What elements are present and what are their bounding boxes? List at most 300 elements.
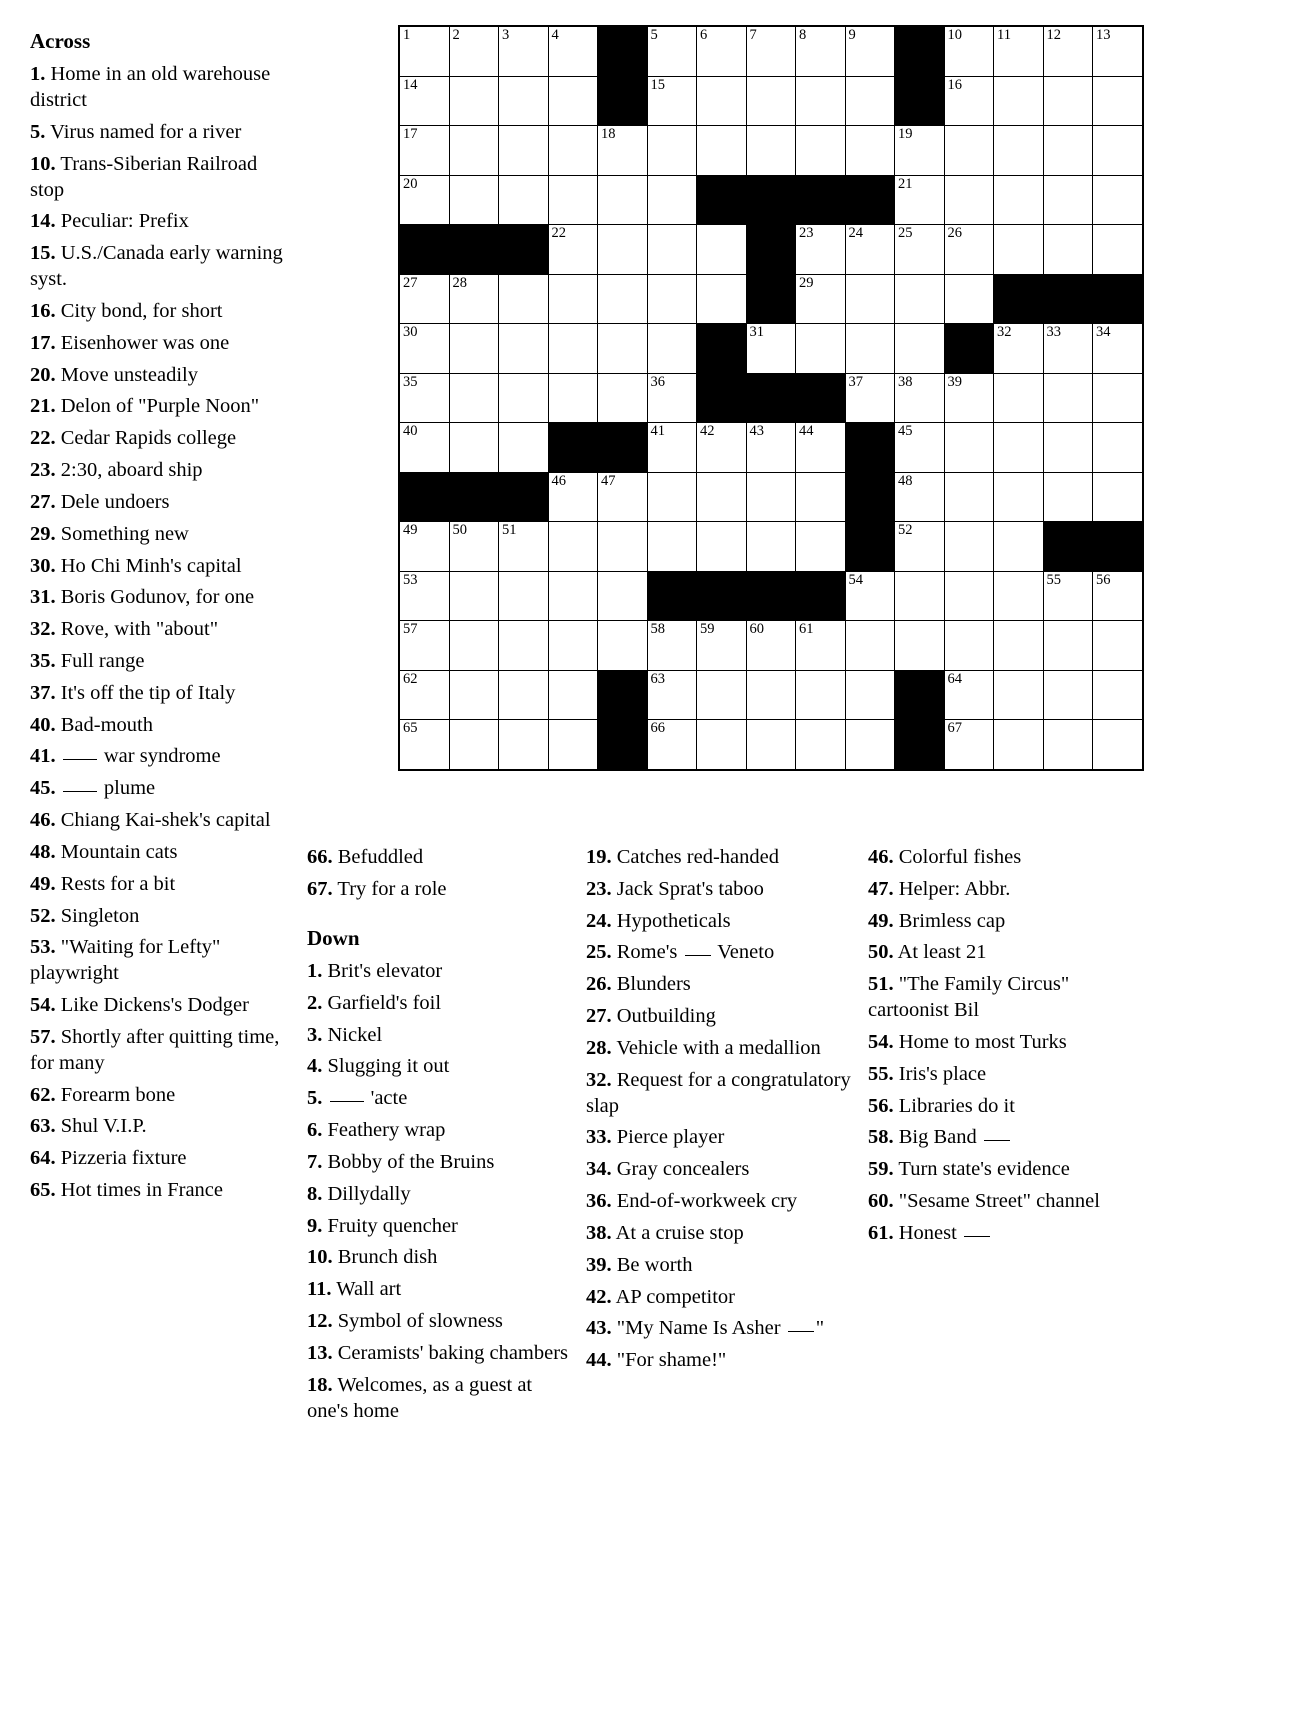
grid-cell[interactable] bbox=[1093, 373, 1143, 423]
grid-block-cell bbox=[449, 472, 499, 522]
grid-cell[interactable] bbox=[697, 225, 747, 275]
clue-text: Honest bbox=[899, 1222, 992, 1244]
down-clue-item bbox=[307, 1118, 572, 1144]
grid-cell[interactable] bbox=[1043, 324, 1093, 374]
grid-cell-number: 31 bbox=[749, 324, 764, 340]
clue-text: Befuddled bbox=[337, 846, 424, 868]
clue-number: 44. bbox=[586, 1349, 612, 1372]
down-clue-item bbox=[586, 845, 856, 871]
clue-text: Cedar Rapids college bbox=[60, 427, 237, 450]
grid-cell[interactable] bbox=[449, 621, 499, 671]
grid-cell[interactable] bbox=[1043, 126, 1093, 176]
grid-cell-number: 59 bbox=[700, 621, 715, 637]
grid-cell[interactable] bbox=[796, 670, 846, 720]
clue-text: U.S./Canada early warning syst. bbox=[30, 242, 283, 291]
grid-cell[interactable] bbox=[1093, 720, 1143, 770]
clue-text: Bad-mouth bbox=[60, 713, 153, 736]
grid-cell[interactable] bbox=[598, 522, 648, 572]
clue-number: 25. bbox=[586, 941, 612, 964]
grid-cell[interactable] bbox=[845, 571, 895, 621]
grid-block-cell bbox=[746, 571, 796, 621]
grid-cell[interactable] bbox=[1093, 472, 1143, 522]
clue-text: Eisenhower was one bbox=[60, 331, 230, 354]
clue-text: Nickel bbox=[327, 1023, 383, 1046]
grid-cell[interactable] bbox=[647, 175, 697, 225]
grid-cell[interactable] bbox=[449, 670, 499, 720]
down-clue-item bbox=[586, 1036, 856, 1062]
grid-cell[interactable] bbox=[449, 423, 499, 473]
grid-cell[interactable] bbox=[944, 76, 994, 126]
clue-number: 23. bbox=[586, 877, 612, 900]
grid-cell[interactable] bbox=[449, 522, 499, 572]
grid-cell[interactable] bbox=[647, 621, 697, 671]
clue-text: Helper: Abbr. bbox=[898, 877, 1011, 900]
grid-cell[interactable] bbox=[1093, 621, 1143, 671]
grid-cell[interactable] bbox=[1043, 670, 1093, 720]
grid-cell[interactable] bbox=[944, 373, 994, 423]
grid-cell[interactable] bbox=[647, 76, 697, 126]
grid-cell[interactable] bbox=[994, 373, 1044, 423]
grid-cell[interactable] bbox=[548, 373, 598, 423]
across-clue-item bbox=[30, 331, 295, 357]
clue-number: 56. bbox=[868, 1094, 894, 1117]
grid-cell[interactable] bbox=[598, 274, 648, 324]
grid-cell[interactable] bbox=[944, 274, 994, 324]
grid-cell[interactable] bbox=[796, 720, 846, 770]
grid-block-cell bbox=[548, 423, 598, 473]
grid-cell[interactable] bbox=[746, 472, 796, 522]
grid-cell[interactable] bbox=[994, 126, 1044, 176]
grid-cell[interactable] bbox=[647, 472, 697, 522]
grid-cell[interactable] bbox=[647, 225, 697, 275]
grid-cell[interactable] bbox=[895, 126, 945, 176]
grid-cell[interactable] bbox=[399, 76, 449, 126]
grid-cell[interactable] bbox=[994, 225, 1044, 275]
grid-cell[interactable] bbox=[697, 26, 747, 76]
grid-cell[interactable] bbox=[1093, 571, 1143, 621]
grid-block-cell bbox=[449, 225, 499, 275]
grid-cell[interactable] bbox=[1093, 225, 1143, 275]
grid-cell[interactable] bbox=[449, 720, 499, 770]
grid-block-cell bbox=[499, 225, 549, 275]
clue-number: 57. bbox=[30, 1025, 56, 1048]
grid-row bbox=[399, 522, 1143, 572]
grid-cell[interactable] bbox=[647, 373, 697, 423]
grid-cell[interactable] bbox=[548, 26, 598, 76]
grid-cell[interactable] bbox=[1043, 472, 1093, 522]
grid-cell[interactable] bbox=[746, 324, 796, 374]
grid-cell[interactable] bbox=[499, 324, 549, 374]
clue-text: Pierce player bbox=[616, 1126, 725, 1149]
blank-line bbox=[964, 1236, 990, 1237]
grid-cell[interactable] bbox=[499, 670, 549, 720]
grid-cell-number: 26 bbox=[947, 225, 962, 241]
grid-cell[interactable] bbox=[796, 225, 846, 275]
grid-cell[interactable] bbox=[598, 175, 648, 225]
grid-cell[interactable] bbox=[994, 76, 1044, 126]
grid-cell[interactable] bbox=[944, 225, 994, 275]
grid-cell[interactable] bbox=[499, 175, 549, 225]
grid-cell[interactable] bbox=[449, 274, 499, 324]
grid-cell[interactable] bbox=[647, 274, 697, 324]
grid-cell[interactable] bbox=[944, 472, 994, 522]
down-clue-item bbox=[307, 991, 572, 1017]
clue-text: Outbuilding bbox=[616, 1005, 716, 1028]
down-clue-item bbox=[307, 1373, 572, 1425]
grid-cell[interactable] bbox=[746, 621, 796, 671]
grid-cell[interactable] bbox=[1043, 76, 1093, 126]
grid-cell[interactable] bbox=[994, 522, 1044, 572]
clue-number: 29. bbox=[30, 522, 56, 545]
grid-cell[interactable] bbox=[548, 324, 598, 374]
clue-text: At least 21 bbox=[897, 941, 987, 964]
clue-column-3 bbox=[586, 845, 856, 1380]
grid-cell[interactable] bbox=[944, 571, 994, 621]
grid-cell[interactable] bbox=[1043, 571, 1093, 621]
grid-cell[interactable] bbox=[1093, 670, 1143, 720]
grid-cell[interactable] bbox=[399, 126, 449, 176]
grid-cell[interactable] bbox=[994, 175, 1044, 225]
grid-cell[interactable] bbox=[845, 373, 895, 423]
grid-block-cell bbox=[895, 720, 945, 770]
grid-cell[interactable] bbox=[499, 522, 549, 572]
grid-cell[interactable] bbox=[1093, 175, 1143, 225]
grid-cell[interactable] bbox=[944, 522, 994, 572]
grid-cell[interactable] bbox=[449, 126, 499, 176]
grid-block-cell bbox=[796, 373, 846, 423]
grid-cell[interactable] bbox=[994, 26, 1044, 76]
across-clue-item bbox=[30, 458, 295, 484]
grid-cell[interactable] bbox=[399, 324, 449, 374]
down-clue-item bbox=[868, 1030, 1138, 1056]
clue-text: Forearm bone bbox=[60, 1083, 176, 1106]
clue-text: Move unsteadily bbox=[60, 363, 198, 386]
grid-cell[interactable] bbox=[895, 175, 945, 225]
grid-cell[interactable] bbox=[697, 522, 747, 572]
down-clue-item bbox=[307, 1277, 572, 1303]
grid-cell[interactable] bbox=[746, 720, 796, 770]
grid-row bbox=[399, 423, 1143, 473]
grid-cell[interactable] bbox=[449, 324, 499, 374]
grid-cell[interactable] bbox=[548, 621, 598, 671]
crossword-grid-table[interactable] bbox=[398, 25, 1144, 771]
grid-cell[interactable] bbox=[499, 571, 549, 621]
grid-cell[interactable] bbox=[845, 225, 895, 275]
grid-cell-number: 18 bbox=[601, 126, 616, 142]
grid-cell[interactable] bbox=[994, 423, 1044, 473]
clue-text: Brit's elevator bbox=[327, 959, 443, 982]
grid-cell-number: 52 bbox=[898, 522, 913, 538]
grid-cell[interactable] bbox=[499, 423, 549, 473]
clue-column-4 bbox=[868, 845, 1138, 1253]
grid-cell[interactable] bbox=[845, 670, 895, 720]
grid-cell[interactable] bbox=[1093, 26, 1143, 76]
clue-number: 3. bbox=[307, 1023, 323, 1046]
grid-cell[interactable] bbox=[944, 670, 994, 720]
grid-cell[interactable] bbox=[895, 423, 945, 473]
grid-cell[interactable] bbox=[499, 621, 549, 671]
grid-cell-number: 38 bbox=[898, 373, 913, 390]
grid-cell[interactable] bbox=[994, 621, 1044, 671]
clue-number: 14. bbox=[30, 210, 56, 233]
clue-number: 59. bbox=[868, 1158, 894, 1181]
grid-cell[interactable] bbox=[944, 26, 994, 76]
grid-block-cell bbox=[399, 225, 449, 275]
grid-cell-number: 61 bbox=[799, 621, 814, 637]
clue-number: 67. bbox=[307, 877, 333, 900]
grid-cell[interactable] bbox=[548, 472, 598, 522]
clue-text: Home in an old warehouse district bbox=[30, 63, 271, 112]
across-clue-item bbox=[30, 904, 295, 930]
grid-block-cell bbox=[845, 522, 895, 572]
grid-cell[interactable] bbox=[944, 126, 994, 176]
down-clue-item bbox=[868, 845, 1138, 871]
clue-number: 62. bbox=[30, 1083, 56, 1106]
grid-cell[interactable] bbox=[598, 373, 648, 423]
grid-cell[interactable] bbox=[548, 175, 598, 225]
grid-cell[interactable] bbox=[399, 26, 449, 76]
grid-cell[interactable] bbox=[796, 423, 846, 473]
grid-cell[interactable] bbox=[845, 274, 895, 324]
grid-cell[interactable] bbox=[647, 324, 697, 374]
grid-cell[interactable] bbox=[548, 670, 598, 720]
clue-number: 8. bbox=[307, 1182, 323, 1205]
grid-cell[interactable] bbox=[796, 324, 846, 374]
grid-cell[interactable] bbox=[598, 571, 648, 621]
grid-cell[interactable] bbox=[944, 720, 994, 770]
grid-cell[interactable] bbox=[399, 670, 449, 720]
grid-cell[interactable] bbox=[697, 76, 747, 126]
grid-cell-number: 67 bbox=[947, 720, 962, 736]
grid-cell[interactable] bbox=[598, 621, 648, 671]
grid-cell[interactable] bbox=[697, 423, 747, 473]
grid-cell[interactable] bbox=[1043, 373, 1093, 423]
grid-cell[interactable] bbox=[1043, 423, 1093, 473]
down-clue-item bbox=[868, 1094, 1138, 1120]
clue-number: 58. bbox=[868, 1126, 894, 1149]
grid-cell[interactable] bbox=[1093, 126, 1143, 176]
grid-cell-number: 12 bbox=[1046, 27, 1061, 43]
grid-cell[interactable] bbox=[548, 126, 598, 176]
clue-number: 19. bbox=[586, 846, 612, 868]
grid-cell[interactable] bbox=[647, 423, 697, 473]
clue-column-2 bbox=[307, 845, 572, 1430]
clue-number: 41. bbox=[30, 745, 56, 768]
grid-cell[interactable] bbox=[399, 522, 449, 572]
grid-cell[interactable] bbox=[548, 274, 598, 324]
down-clue-item bbox=[307, 1150, 572, 1176]
grid-cell-number: 32 bbox=[997, 324, 1012, 340]
grid-cell[interactable] bbox=[796, 472, 846, 522]
grid-cell[interactable] bbox=[449, 76, 499, 126]
grid-cell[interactable] bbox=[994, 472, 1044, 522]
grid-cell[interactable] bbox=[598, 225, 648, 275]
grid-cell[interactable] bbox=[746, 76, 796, 126]
down-clue-item bbox=[868, 1221, 1138, 1247]
grid-block-cell bbox=[499, 472, 549, 522]
grid-cell[interactable] bbox=[399, 175, 449, 225]
grid-cell[interactable] bbox=[399, 373, 449, 423]
grid-cell[interactable] bbox=[895, 274, 945, 324]
grid-cell-number: 13 bbox=[1096, 27, 1111, 43]
clue-text: Brunch dish bbox=[337, 1246, 438, 1269]
grid-block-cell bbox=[994, 274, 1044, 324]
grid-cell[interactable] bbox=[895, 225, 945, 275]
clue-text: Mountain cats bbox=[60, 840, 178, 863]
clue-number: 54. bbox=[868, 1030, 894, 1053]
grid-cell[interactable] bbox=[449, 571, 499, 621]
clue-number: 16. bbox=[30, 299, 56, 322]
grid-cell[interactable] bbox=[994, 720, 1044, 770]
across-clue-item bbox=[30, 585, 295, 611]
grid-cell[interactable] bbox=[944, 175, 994, 225]
grid-cell[interactable] bbox=[746, 423, 796, 473]
grid-cell[interactable] bbox=[697, 274, 747, 324]
grid-cell[interactable] bbox=[697, 720, 747, 770]
across-clue-item bbox=[30, 744, 295, 770]
grid-cell[interactable] bbox=[499, 720, 549, 770]
grid-cell[interactable] bbox=[895, 621, 945, 671]
grid-cell[interactable] bbox=[399, 274, 449, 324]
down-clue-item bbox=[586, 877, 856, 903]
clue-number: 47. bbox=[868, 877, 894, 900]
grid-cell[interactable] bbox=[449, 26, 499, 76]
grid-cell[interactable] bbox=[647, 522, 697, 572]
grid-cell[interactable] bbox=[895, 571, 945, 621]
across-clue-item bbox=[30, 1083, 295, 1109]
grid-cell[interactable] bbox=[399, 720, 449, 770]
grid-block-cell bbox=[647, 571, 697, 621]
grid-cell-number: 4 bbox=[551, 27, 559, 43]
clue-number: 65. bbox=[30, 1179, 56, 1202]
grid-cell[interactable] bbox=[499, 126, 549, 176]
grid-cell[interactable] bbox=[499, 274, 549, 324]
grid-cell[interactable] bbox=[994, 324, 1044, 374]
grid-cell[interactable] bbox=[647, 720, 697, 770]
grid-cell[interactable] bbox=[499, 26, 549, 76]
grid-cell[interactable] bbox=[1043, 621, 1093, 671]
clue-number: 24. bbox=[586, 909, 612, 932]
clue-number: 1. bbox=[307, 959, 323, 982]
grid-cell[interactable] bbox=[1043, 720, 1093, 770]
grid-cell[interactable] bbox=[697, 126, 747, 176]
across-clue-list-1 bbox=[30, 62, 295, 1204]
across-heading: Across bbox=[30, 29, 91, 53]
grid-cell[interactable] bbox=[449, 373, 499, 423]
down-clue-item bbox=[586, 1348, 856, 1374]
blank-line bbox=[788, 1331, 814, 1332]
clue-number: 38. bbox=[586, 1221, 612, 1244]
grid-cell[interactable] bbox=[399, 423, 449, 473]
crossword-grid[interactable] bbox=[398, 25, 1144, 771]
grid-cell[interactable] bbox=[1093, 423, 1143, 473]
clue-number: 43. bbox=[586, 1317, 612, 1340]
clue-text: Wall art bbox=[336, 1278, 402, 1301]
grid-cell[interactable] bbox=[944, 621, 994, 671]
grid-cell[interactable] bbox=[845, 26, 895, 76]
across-clue-item bbox=[307, 845, 572, 871]
grid-cell[interactable] bbox=[796, 274, 846, 324]
grid-cell[interactable] bbox=[1043, 175, 1093, 225]
grid-cell[interactable] bbox=[746, 126, 796, 176]
grid-cell[interactable] bbox=[845, 126, 895, 176]
grid-cell[interactable] bbox=[1043, 26, 1093, 76]
grid-cell[interactable] bbox=[598, 324, 648, 374]
grid-cell[interactable] bbox=[499, 373, 549, 423]
grid-cell[interactable] bbox=[548, 720, 598, 770]
grid-cell[interactable] bbox=[895, 472, 945, 522]
clue-text: Try for a role bbox=[337, 877, 447, 900]
clue-number: 50. bbox=[868, 941, 894, 964]
clue-number: 23. bbox=[30, 459, 56, 482]
grid-cell[interactable] bbox=[746, 26, 796, 76]
grid-cell[interactable] bbox=[647, 670, 697, 720]
grid-cell[interactable] bbox=[548, 522, 598, 572]
grid-cell[interactable] bbox=[796, 621, 846, 671]
clue-number: 42. bbox=[586, 1285, 612, 1308]
grid-cell[interactable] bbox=[449, 175, 499, 225]
grid-cell[interactable] bbox=[746, 670, 796, 720]
grid-cell[interactable] bbox=[647, 26, 697, 76]
grid-cell[interactable] bbox=[895, 324, 945, 374]
grid-cell[interactable] bbox=[796, 126, 846, 176]
grid-cell[interactable] bbox=[994, 571, 1044, 621]
grid-cell[interactable] bbox=[895, 522, 945, 572]
clue-number: 36. bbox=[586, 1190, 612, 1213]
grid-cell[interactable] bbox=[845, 76, 895, 126]
clue-number: 51. bbox=[868, 973, 894, 996]
clue-text: City bond, for short bbox=[60, 299, 223, 322]
clue-number: 13. bbox=[307, 1341, 333, 1364]
grid-cell[interactable] bbox=[796, 522, 846, 572]
grid-block-cell bbox=[895, 26, 945, 76]
grid-cell[interactable] bbox=[746, 522, 796, 572]
grid-cell[interactable] bbox=[647, 126, 697, 176]
grid-cell[interactable] bbox=[994, 670, 1044, 720]
grid-cell[interactable] bbox=[796, 26, 846, 76]
clue-text: Gray concealers bbox=[616, 1158, 750, 1181]
grid-cell[interactable] bbox=[796, 76, 846, 126]
grid-cell[interactable] bbox=[697, 670, 747, 720]
grid-cell[interactable] bbox=[1093, 76, 1143, 126]
clue-number: 37. bbox=[30, 681, 56, 704]
grid-cell[interactable] bbox=[944, 423, 994, 473]
grid-cell[interactable] bbox=[1093, 324, 1143, 374]
down-clue-item bbox=[307, 1054, 572, 1080]
grid-cell[interactable] bbox=[845, 324, 895, 374]
grid-cell[interactable] bbox=[845, 720, 895, 770]
grid-cell[interactable] bbox=[697, 472, 747, 522]
grid-cell[interactable] bbox=[697, 621, 747, 671]
grid-cell-number: 56 bbox=[1096, 571, 1111, 588]
grid-cell[interactable] bbox=[598, 126, 648, 176]
grid-cell[interactable] bbox=[548, 76, 598, 126]
grid-cell[interactable] bbox=[1043, 225, 1093, 275]
grid-cell[interactable] bbox=[598, 472, 648, 522]
grid-cell[interactable] bbox=[499, 76, 549, 126]
grid-cell[interactable] bbox=[399, 621, 449, 671]
across-clue-item bbox=[30, 1178, 295, 1204]
grid-cell[interactable] bbox=[845, 621, 895, 671]
grid-cell[interactable] bbox=[895, 373, 945, 423]
clue-number: 15. bbox=[30, 242, 56, 265]
grid-block-cell bbox=[1043, 274, 1093, 324]
blank-line bbox=[685, 955, 711, 956]
grid-block-cell bbox=[845, 423, 895, 473]
grid-cell[interactable] bbox=[548, 571, 598, 621]
grid-cell[interactable] bbox=[548, 225, 598, 275]
grid-cell[interactable] bbox=[399, 571, 449, 621]
